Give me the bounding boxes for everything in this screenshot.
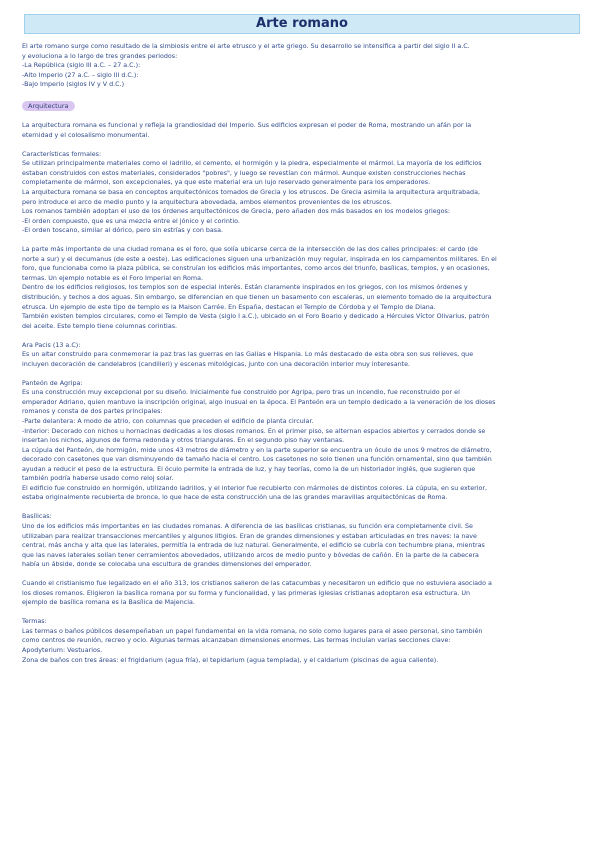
text-line: distribución, y techos a dos aguas. Sin embargo, se diferencian en que tienen un basamento con escaleras, un elemento tomado de la arquitectura: [22, 293, 492, 301]
text-line: incluyen decoración de candelabros (candilieri) y escenas mitológicas, junto con una decoración interior muy interesante.: [22, 360, 411, 368]
text-line: Cuando el cristianismo fue legalizado en el año 313, los cristianos salieron de las catacumbas y necesitaron un edificio que no estuviera asociado a: [22, 580, 492, 588]
text-line: también podría haberse usado como reloj solar.: [22, 475, 174, 483]
text-line: La cúpula del Panteón, de hormigón, mide unos 43 metros de diámetro y en la parte superior se encuentra un óculo de unos 9 metros de diámetro,: [22, 446, 492, 454]
text-line: Dentro de los edificios religiosos, los templos son de especial interés. Están claramente inspirados en los griegos, con los mismos órdenes y: [22, 284, 468, 292]
text-line: También existen templos circulares, como el Templo de Vesta (siglo I a.C.), ubicado en el Foro Boario y dedicado a Hércules Víctor Olivarius, patrón: [22, 313, 490, 321]
text-line: -El orden toscano, similar al dórico, pero sin estrías y con basa.: [22, 227, 224, 235]
text-line: etrusca. Un ejemplo de este tipo de templo es la Maison Carrée. En España, destacan el Templo de Córdoba y el Templo de Diana.: [22, 303, 436, 311]
text-line: Uno de los edificios más importantes en las ciudades romanas. A diferencia de las basílicas cristianas, su función era completamente civil. Se: [22, 522, 473, 530]
text-line: insertan los nichos, algunos de forma redonda y otros triangulares. En el segundo piso hay ventanas.: [22, 437, 345, 445]
text-line: del aceite. Este templo tiene columnas corintias.: [22, 322, 178, 330]
section-label-arquitectura: Arquitectura: [22, 101, 75, 111]
text-line: Los romanos también adoptan el uso de los órdenes arquitectónicos de Grecia, pero añaden dos más basados en los modelos griegos:: [22, 208, 450, 216]
intro-line: y evoluciona a lo largo de tres grandes periodos:: [22, 52, 178, 60]
period-bajo-imperio: -Bajo Imperio (siglos IV y V d.C.): [22, 81, 125, 89]
text-line: ayudan a reducir el peso de la estructura. El óculo permite la entrada de luz, y hay teorías, como la de un historiador inglés, que sugieren que: [22, 465, 476, 473]
text-line: La parte más importante de una ciudad romana es el foro, que solía ubicarse cerca de la intersección de las dos calles principales: el cardo (de: [22, 246, 478, 254]
text-line: ejemplo de basílica romana es la Basílica de Majencia.: [22, 599, 195, 607]
text-line: -Interior: Decorado con nichos u hornacinas dedicadas a los dioses romanos. En el primer piso, se alternan espacios abiertos y cerrados donde se: [22, 427, 486, 435]
text-line: -El orden compuesto, que es una mezcla entre el jónico y el corintio.: [22, 217, 240, 225]
subheading-panteon: Panteón de Agripa:: [22, 379, 83, 387]
text-line: completamente de mármol, son excepcionales, ya que este material era un lujo reservado generalmente para los emperadores.: [22, 179, 431, 187]
text-line: Las termas o baños públicos desempeñaban un papel fundamental en la vida romana, no solo como lugares para el aseo personal, sino también: [22, 627, 483, 635]
text-line: utilizaban para realizar transacciones mercantiles y algunos litigios. Eran de grandes dimensiones y estaban articuladas en tres naves: la nave: [22, 532, 477, 540]
text-line: emperador Adriano, quien mantuvo la inscripción original, algo inusual en la época. El Panteón era un templo dedicado a la veneración de los dioses: [22, 398, 496, 406]
text-line: estaba originalmente recubierta de bronce, lo que hace de esta construcción una de las grandes maravillas arquitectónicas de Roma.: [22, 494, 448, 502]
intro-line: El arte romano surge como resultado de la simbiosis entre el arte etrusco y el arte griego. Su desarrollo se intensifica a partir del siglo II a.C.: [22, 43, 470, 50]
text-line: Zona de baños con tres áreas: el frigidarium (agua fría), el tepidarium (agua templada), y el caldarium (piscinas de agua caliente).: [22, 656, 439, 664]
text-line: Se utilizan principalmente materiales como el ladrillo, el cemento, el hormigón y la piedra, especialmente el mármol. La mayoría de los edificios: [22, 160, 482, 168]
paragraph-panteon: [22, 379, 580, 503]
document-body: [22, 42, 580, 665]
text-line: La arquitectura romana es funcional y refleja la grandiosidad del Imperio. Sus edificios expresan el poder de Roma, mostrando un afán por la: [22, 122, 472, 130]
period-alto-imperio: -Alto Imperio (27 a.C. – siglo III d.C.):: [22, 71, 139, 79]
text-line: termas. Un ejemplo notable es el Foro Imperial en Roma.: [22, 274, 204, 282]
text-line: La arquitectura romana se basa en conceptos arquitectónicos tomados de Grecia y los etruscos. De Grecia asimila la arquitectura arquitrabada,: [22, 189, 480, 197]
text-line: Apodyterium: Vestuarios.: [22, 646, 103, 654]
text-line: central, más ancha y alta que las laterales, permitía la entrada de luz natural. Generalmente, el edificio se cubría con techumbre plana, mientras: [22, 542, 485, 550]
paragraph-ara-pacis: [22, 341, 580, 370]
text-line: que las naves laterales solían tener cerramientos abovedados, utilizando arcos de medio punto y bóvedas de cañón. En la parte de la cabecera: [22, 551, 479, 559]
paragraph-caracteristicas: [22, 150, 580, 236]
page-title: Arte romano: [24, 14, 580, 34]
text-line: foro, que funcionaba como la plaza pública, se construían los edificios más importantes, como arcos del triunfo, basílicas, templos, y en ocasiones,: [22, 265, 490, 273]
subheading-termas: Termas:: [22, 618, 47, 626]
text-line: Es un altar construido para conmemorar la paz tras las guerras en las Galias e Hispania. Lo más destacado de esta obra son sus relieves, que: [22, 351, 474, 359]
paragraph-cristianismo: [22, 579, 580, 608]
text-line: El edificio fue construido en hormigón, utilizando ladrillos, y el interior fue recubierto con mármoles de distintos colores. La cúpula, en su exterior,: [22, 484, 488, 492]
text-line: estaban construidos con estos materiales, considerados "pobres", y luego se revestían con mármol. Aunque existen construcciones hechas: [22, 169, 466, 177]
text-line: norte a sur) y el decumanus (de este a oeste). Las edificaciones siguen una urbanización muy regular, inspirada en los campamentos militares. En el: [22, 255, 497, 263]
text-line: romanos y consta de dos partes principales:: [22, 408, 163, 416]
paragraph-basilicas: [22, 512, 580, 569]
text-line: pero introduce el arco de medio punto y la arquitectura abovedada, ambos elementos provenientes de los etruscos.: [22, 198, 392, 206]
text-line: eternidad y el colosalismo monumental.: [22, 131, 150, 139]
text-line: Es una construcción muy excepcional por su diseño. Inicialmente fue construido por Agripa, pero tras un incendio, fue reconstruido por el: [22, 389, 460, 397]
paragraph-termas: [22, 617, 580, 665]
paragraph-foro-templos: [22, 245, 580, 331]
paragraph-arquitectura-intro: [22, 121, 580, 140]
intro-paragraph: [22, 42, 580, 90]
text-line: decorado con casetones que van disminuyendo de tamaño hacia el centro. Los casetones no solo tienen una función ornamental, sino que también: [22, 456, 492, 464]
text-line: como centros de reunión, recreo y ocio. Algunas termas alcanzaban dimensiones enormes. Las termas incluían varias secciones clave:: [22, 637, 451, 645]
period-republica: -La República (siglo III a.C. – 27 a.C.):: [22, 62, 141, 70]
subheading-caracteristicas: Características formales:: [22, 150, 102, 158]
subheading-basilicas: Basílicas:: [22, 513, 52, 521]
text-line: había un ábside, donde se colocaba una escultura de grandes dimensiones del emperador.: [22, 561, 312, 569]
text-line: los dioses romanos. Eligieron la basílica romana por su forma y funcionalidad, y las primeras iglesias cristianas adoptaron esa estructura. Un: [22, 589, 471, 597]
text-line: -Parte delantera: A modo de atrio, con columnas que preceden el edificio de planta circular.: [22, 418, 314, 425]
subheading-ara-pacis: Ara Pacis (13 a.C):: [22, 341, 81, 349]
